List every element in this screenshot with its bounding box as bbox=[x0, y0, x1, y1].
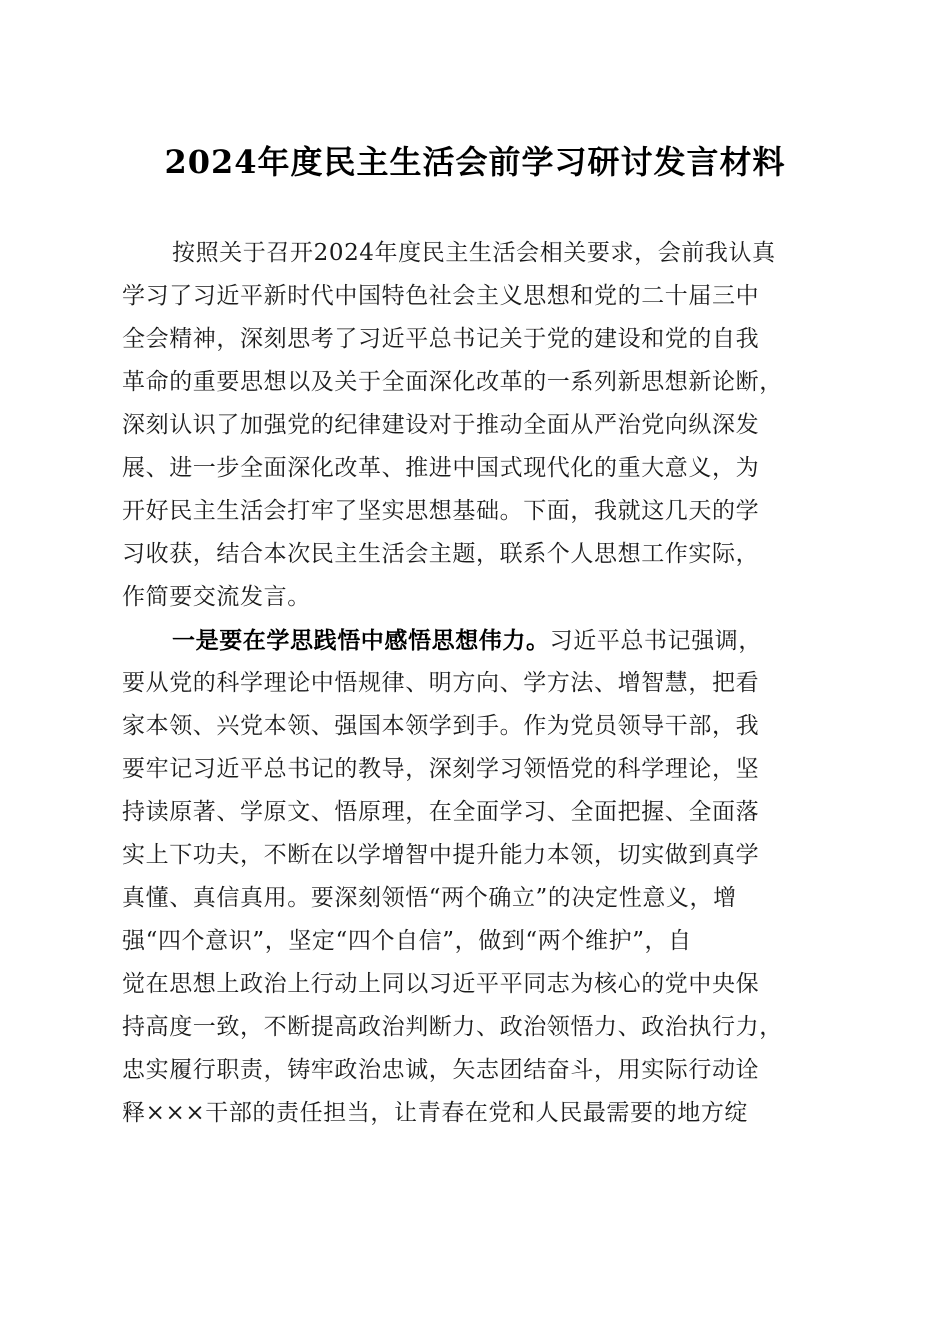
document-body bbox=[122, 232, 832, 1135]
paragraph-2-line: 真懂、真信真用。要深刻领悟“两个确立”的决定性意义，增 bbox=[122, 885, 737, 911]
paragraph-2-line: 觉在思想上政治上行动上同以习近平平同志为核心的党中央保 bbox=[122, 971, 760, 997]
paragraph-2-line: 要牢记习近平总书记的教导，深刻学习领悟党的科学理论，坚 bbox=[122, 756, 760, 782]
paragraph-2-line: 家本领、兴党本领、强国本领学到手。作为党员领导干部，我 bbox=[122, 713, 760, 739]
paragraph-1-line: 深刻认识了加强党的纪律建设对于推动全面从严治党向纵深发 bbox=[122, 412, 760, 438]
paragraph-1-line: 按照关于召开2024年度民主生活会相关要求，会前我认真 bbox=[172, 240, 776, 266]
paragraph-2-line: 忠实履行职责，铸牢政治忠诚，矢志团结奋斗，用实际行动诠 bbox=[122, 1057, 760, 1083]
paragraph-2-first-line bbox=[122, 619, 832, 662]
document-title: 2024年度民主生活会前学习研讨发言材料 bbox=[164, 143, 786, 181]
paragraph-2-line: 持读原著、学原文、悟原理，在全面学习、全面把握、全面落 bbox=[122, 799, 760, 825]
paragraph-1-line: 作简要交流发言。 bbox=[122, 584, 311, 610]
paragraph-1-line: 展、进一步全面深化改革、推进中国式现代化的重大意义，为 bbox=[122, 455, 760, 481]
paragraph-2-line: 释×××干部的责任担当，让青春在党和人民最需要的地方绽 bbox=[122, 1100, 749, 1126]
paragraph-1-line: 革命的重要思想以及关于全面深化改革的一系列新思想新论断， bbox=[122, 369, 783, 395]
paragraph-2-line: 持高度一致，不断提高政治判断力、政治领悟力、政治执行力， bbox=[122, 1014, 783, 1040]
paragraph-2-lead-heading: 一是要在学思践悟中感悟思想伟力。 bbox=[172, 627, 550, 654]
paragraph-1-line: 学习了习近平新时代中国特色社会主义思想和党的二十届三中 bbox=[122, 283, 760, 309]
paragraph-1-line: 全会精神，深刻思考了习近平总书记关于党的建设和党的自我 bbox=[122, 326, 760, 352]
paragraph-2-line: 实上下功夫，不断在以学增智中提升能力本领，切实做到真学 bbox=[122, 842, 760, 868]
paragraph-2-line: 要从党的科学理论中悟规律、明方向、学方法、增智慧，把看 bbox=[122, 670, 760, 696]
paragraph-2-first-line-text: 习近平总书记强调， bbox=[549, 628, 763, 654]
paragraph-1-line: 习收获，结合本次民主生活会主题，联系个人思想工作实际， bbox=[122, 541, 760, 567]
paragraph-1-line: 开好民主生活会打牢了坚实思想基础。下面，我就这几天的学 bbox=[122, 498, 760, 524]
paragraph-2-line: 强“四个意识”，坚定“四个自信”，做到“两个维护”，自 bbox=[122, 928, 692, 954]
